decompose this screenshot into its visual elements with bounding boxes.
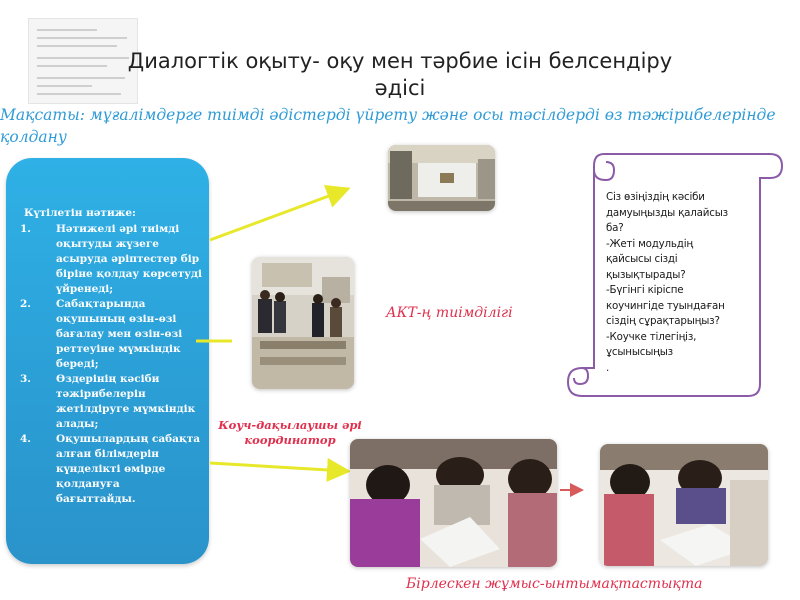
scroll-line: қайсысы сізді: [606, 253, 678, 265]
list-item-number: 4.: [20, 433, 31, 445]
akt-caption: АКТ-ң тиімділігі: [386, 305, 513, 321]
list-item-text: Нәтижелі әрі тиімді оқытуды жүзеге асыруда әріптестер бір біріне қолдау көрсетуді үйренеді;: [56, 223, 202, 295]
list-item-text: Өздерінің кәсіби тәжірибелерін жетілдіруге мүмкіндік алады;: [56, 373, 196, 430]
coach-caption-line-1: Коуч-дақылаушы әрі: [218, 418, 362, 432]
list-item-number: 3.: [20, 373, 31, 385]
scroll-line: коучингіде туындаған: [606, 299, 725, 312]
panel-heading: Күтілетін нәтиже:: [24, 207, 136, 219]
list-item-number: 1.: [20, 223, 31, 235]
list-item-number: 2.: [20, 298, 31, 310]
group-work-caption: Бірлескен жұмыс-ынтымақтастықта: [406, 576, 703, 592]
list-item-text: Оқушылардың сабақта алған білімдерін күнделікті өмірде қолдануға бағыттайды.: [56, 433, 201, 505]
scroll-line: Сіз өзіңіздің кәсіби: [606, 191, 705, 203]
goal-line-1: Мақсаты: мұғалімдерге тиімді әдістерді үйрету және осы тәсілдерді өз тәжірибелерінде: [0, 106, 776, 124]
scroll-line: .: [606, 361, 610, 374]
scroll-line: қызықтырады?: [606, 268, 686, 281]
scroll-line: -Бүгінгі кіріспе: [606, 284, 684, 296]
goal-line-2: қолдану: [0, 128, 67, 146]
scroll-line: -Жеті модульдің: [606, 237, 693, 250]
list-item-text: Сабақтарында оқушының өзін-өзі бағалау мен өзін-өзі реттеуіне мүмкіндік береді;: [56, 298, 183, 370]
scroll-line: дамуыңызды қалайсыз: [606, 206, 728, 219]
scroll-line: ба?: [606, 222, 624, 234]
scroll-line: -Коучке тілегіңіз,: [606, 330, 697, 343]
scroll-line: ұсынысыңыз: [606, 346, 673, 358]
scroll-questions: [606, 190, 756, 376]
scroll-line: сіздің сұрақтарыңыз?: [606, 315, 720, 327]
coach-caption-line-2: координатор: [244, 433, 336, 447]
title-line-1: Диалогтік оқыту- оқу мен тәрбие ісін белсендіру: [127, 49, 673, 73]
title-line-2: әдісі: [374, 76, 426, 100]
